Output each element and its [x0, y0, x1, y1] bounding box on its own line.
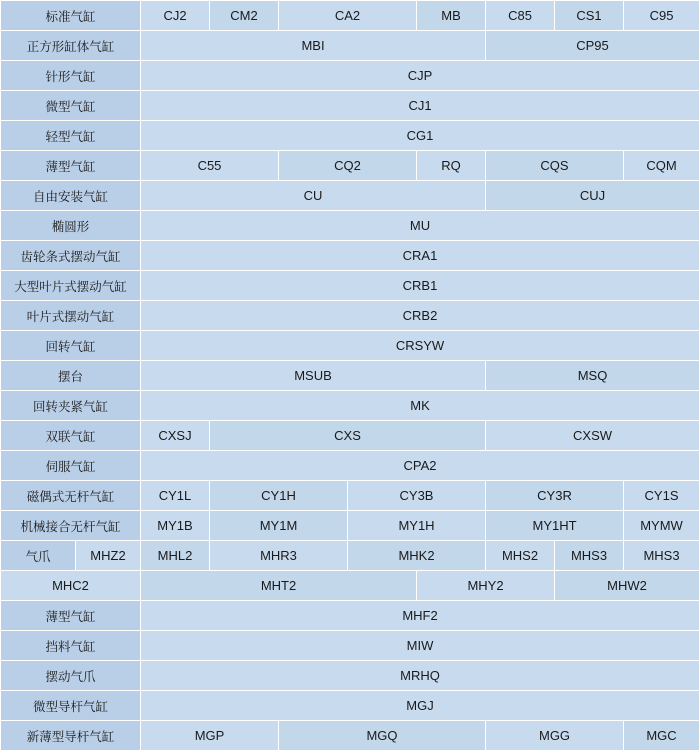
- table-row: [1, 1, 699, 31]
- model-cell: MGC: [624, 721, 699, 751]
- model-cell: MIW: [141, 631, 699, 661]
- row-category-label: 自由安装气缸: [1, 181, 141, 211]
- row-category-label: 双联气缸: [1, 421, 141, 451]
- table-row: [1, 661, 699, 691]
- model-cell: CY1L: [141, 481, 210, 511]
- row-category-label: 气爪: [1, 541, 76, 571]
- model-cell: MBI: [141, 31, 486, 61]
- model-cell: MHZ2: [76, 541, 141, 571]
- model-cell: CRSYW: [141, 331, 699, 361]
- row-category-label: 轻型气缸: [1, 121, 141, 151]
- table-row: [1, 241, 699, 271]
- row-category-label: 正方形缸体气缸: [1, 31, 141, 61]
- model-cell: CJ1: [141, 91, 699, 121]
- model-cell: MRHQ: [141, 661, 699, 691]
- model-cell: MHS3: [624, 541, 699, 571]
- model-cell: CXS: [210, 421, 486, 451]
- model-cell: MGP: [141, 721, 279, 751]
- table-row: [1, 511, 699, 541]
- model-cell: CXSJ: [141, 421, 210, 451]
- table-row: [1, 571, 699, 601]
- table-row: [1, 121, 699, 151]
- table-row: [1, 331, 699, 361]
- model-cell: CRB2: [141, 301, 699, 331]
- model-cell: CJ2: [141, 1, 210, 31]
- model-cell: CRA1: [141, 241, 699, 271]
- model-cell: CP95: [486, 31, 699, 61]
- row-category-label: 挡料气缸: [1, 631, 141, 661]
- row-category-label: 摆动气爪: [1, 661, 141, 691]
- model-cell: CY3R: [486, 481, 624, 511]
- row-category-label: 伺服气缸: [1, 451, 141, 481]
- row-category-label: 叶片式摆动气缸: [1, 301, 141, 331]
- model-cell: MHT2: [141, 571, 417, 601]
- model-cell: MHY2: [417, 571, 555, 601]
- table-row: [1, 181, 699, 211]
- row-category-label: 新薄型导杆气缸: [1, 721, 141, 751]
- model-cell: CU: [141, 181, 486, 211]
- model-cell: MB: [417, 1, 486, 31]
- table-row: [1, 151, 699, 181]
- model-cell: MGJ: [141, 691, 699, 721]
- model-cell: MHR3: [210, 541, 348, 571]
- row-category-label: 回转夹紧气缸: [1, 391, 141, 421]
- model-cell: MHL2: [141, 541, 210, 571]
- model-cell: CQM: [624, 151, 699, 181]
- model-cell: CY1H: [210, 481, 348, 511]
- table-row: [1, 541, 699, 571]
- model-cell: C85: [486, 1, 555, 31]
- model-cell: MHC2: [1, 571, 141, 601]
- row-category-label: 磁偶式无杆气缸: [1, 481, 141, 511]
- model-cell: MGG: [486, 721, 624, 751]
- table-row: [1, 301, 699, 331]
- model-cell: CM2: [210, 1, 279, 31]
- model-cell: RQ: [417, 151, 486, 181]
- row-category-label: 椭圆形: [1, 211, 141, 241]
- model-cell: CQS: [486, 151, 624, 181]
- row-category-label: 齿轮条式摆动气缸: [1, 241, 141, 271]
- row-category-label: 摆台: [1, 361, 141, 391]
- model-cell: CUJ: [486, 181, 699, 211]
- table-row: [1, 421, 699, 451]
- model-cell: CG1: [141, 121, 699, 151]
- model-cell: MHK2: [348, 541, 486, 571]
- table-row: [1, 691, 699, 721]
- row-category-label: 针形气缸: [1, 61, 141, 91]
- model-cell: MU: [141, 211, 699, 241]
- row-category-label: 大型叶片式摆动气缸: [1, 271, 141, 301]
- model-cell: MY1H: [348, 511, 486, 541]
- table-row: [1, 271, 699, 301]
- model-cell: CRB1: [141, 271, 699, 301]
- model-cell: MHS3: [555, 541, 624, 571]
- model-cell: C55: [141, 151, 279, 181]
- table-row: [1, 361, 699, 391]
- table-body: [1, 1, 699, 751]
- row-category-label: 标准气缸: [1, 1, 141, 31]
- row-category-label: 机械接合无杆气缸: [1, 511, 141, 541]
- model-cell: CQ2: [279, 151, 417, 181]
- model-cell: MHS2: [486, 541, 555, 571]
- model-cell: CJP: [141, 61, 699, 91]
- model-cell: CPA2: [141, 451, 699, 481]
- model-cell: MK: [141, 391, 699, 421]
- table-row: [1, 481, 699, 511]
- table-row: [1, 631, 699, 661]
- row-category-label: 薄型气缸: [1, 601, 141, 631]
- table-row: [1, 451, 699, 481]
- model-cell: MGQ: [279, 721, 486, 751]
- model-cell: CY1S: [624, 481, 699, 511]
- model-cell: CS1: [555, 1, 624, 31]
- model-cell: CA2: [279, 1, 417, 31]
- model-cell: MY1B: [141, 511, 210, 541]
- model-cell: MY1HT: [486, 511, 624, 541]
- table-row: [1, 721, 699, 751]
- model-cell: CXSW: [486, 421, 699, 451]
- model-cell: MYMW: [624, 511, 699, 541]
- row-category-label: 薄型气缸: [1, 151, 141, 181]
- row-category-label: 回转气缸: [1, 331, 141, 361]
- table-row: [1, 601, 699, 631]
- model-cell: MHF2: [141, 601, 699, 631]
- row-category-label: 微型导杆气缸: [1, 691, 141, 721]
- model-cell: C95: [624, 1, 699, 31]
- row-category-label: 微型气缸: [1, 91, 141, 121]
- model-cell: MSUB: [141, 361, 486, 391]
- table-row: [1, 31, 699, 61]
- model-cell: MY1M: [210, 511, 348, 541]
- table-row: [1, 91, 699, 121]
- model-cell: CY3B: [348, 481, 486, 511]
- table-row: [1, 211, 699, 241]
- model-cell: MSQ: [486, 361, 699, 391]
- table-row: [1, 391, 699, 421]
- model-cell: MHW2: [555, 571, 699, 601]
- table-row: [1, 61, 699, 91]
